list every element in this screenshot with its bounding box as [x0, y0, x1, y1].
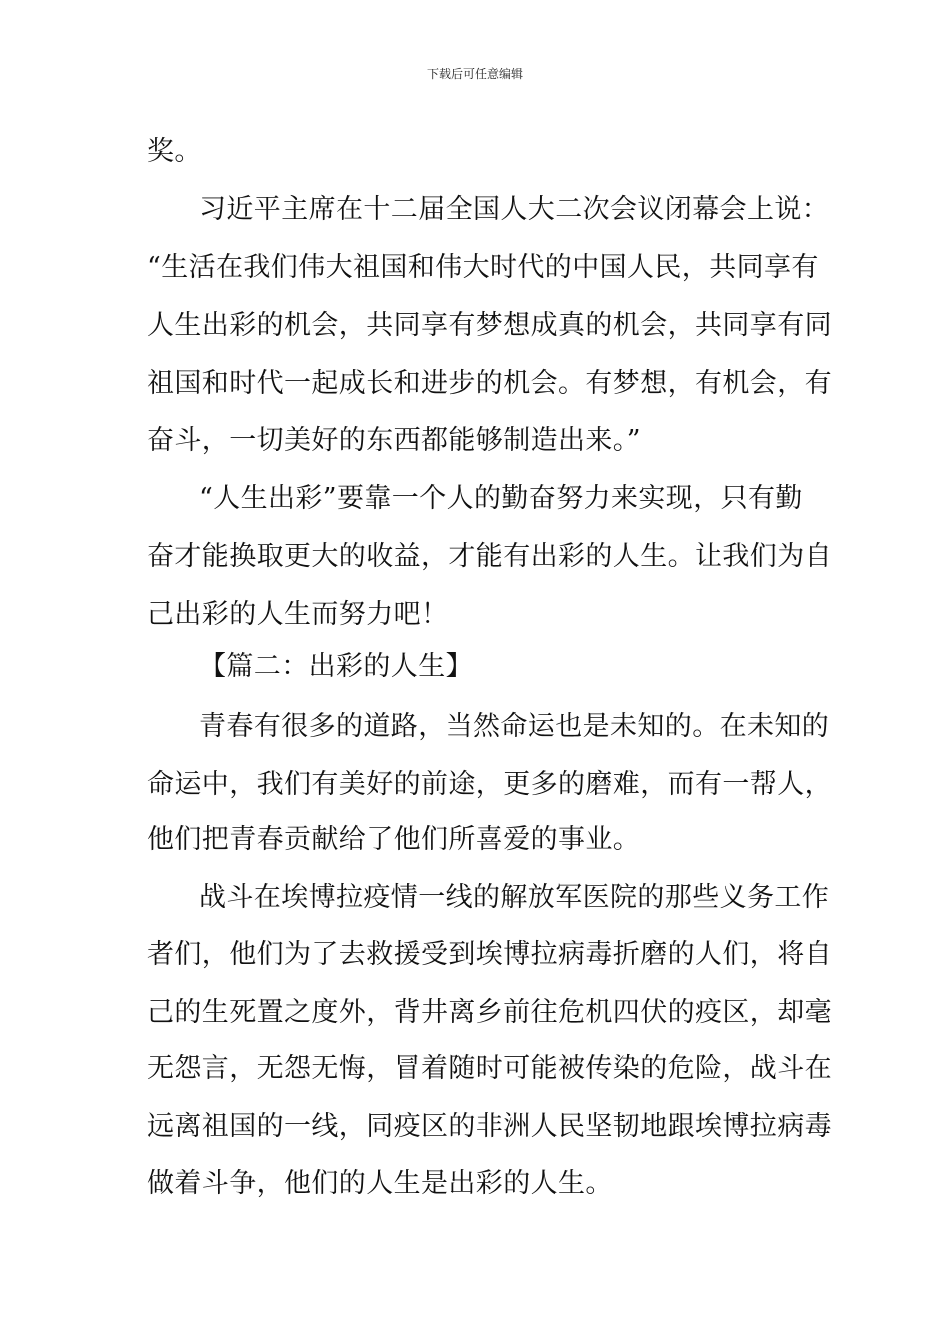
- text-line-1: 奖。: [147, 136, 202, 167]
- text-line-11: 青春有很多的道路，当然命运也是未知的。在未知的: [199, 711, 830, 742]
- text-line-5: 祖国和时代一起成长和进步的机会。有梦想，有机会，有: [147, 368, 832, 399]
- text-line-6: 奋斗，一切美好的东西都能够制造出来。”: [147, 425, 641, 456]
- page-header-note: 下载后可任意编辑: [426, 67, 523, 81]
- text-line-14: 战斗在埃博拉疫情一线的解放军医院的那些义务工作: [199, 882, 830, 913]
- text-line-4: 人生出彩的机会，共同享有梦想成真的机会，共同享有同: [147, 310, 832, 341]
- text-line-18: 远离祖国的一线，同疫区的非洲人民坚韧地跟埃博拉病毒: [147, 1111, 832, 1142]
- section-heading: 【篇二：出彩的人生】: [199, 651, 473, 682]
- text-line-17: 无怨言，无怨无悔，冒着随时可能被传染的危险，战斗在: [147, 1053, 832, 1084]
- text-line-9: 己出彩的人生而努力吧！: [147, 599, 449, 630]
- text-line-3: “生活在我们伟大祖国和伟大时代的中国人民，共同享有: [147, 252, 819, 283]
- text-line-2: 习近平主席在十二届全国人大二次会议闭幕会上说：: [199, 194, 830, 225]
- text-line-8: 奋才能换取更大的收益，才能有出彩的人生。让我们为自: [147, 541, 832, 572]
- text-line-12: 命运中，我们有美好的前途，更多的磨难，而有一帮人，: [147, 769, 832, 800]
- text-line-16: 己的生死置之度外，背井离乡前往危机四伏的疫区，却毫: [147, 997, 832, 1028]
- text-line-19: 做着斗争，他们的人生是出彩的人生。: [147, 1168, 613, 1199]
- text-line-13: 他们把青春贡献给了他们所喜爱的事业。: [147, 824, 641, 855]
- text-line-7: “人生出彩”要靠一个人的勤奋努力来实现，只有勤: [199, 483, 803, 514]
- text-line-15: 者们，他们为了去救援受到埃博拉病毒折磨的人们，将自: [147, 939, 832, 970]
